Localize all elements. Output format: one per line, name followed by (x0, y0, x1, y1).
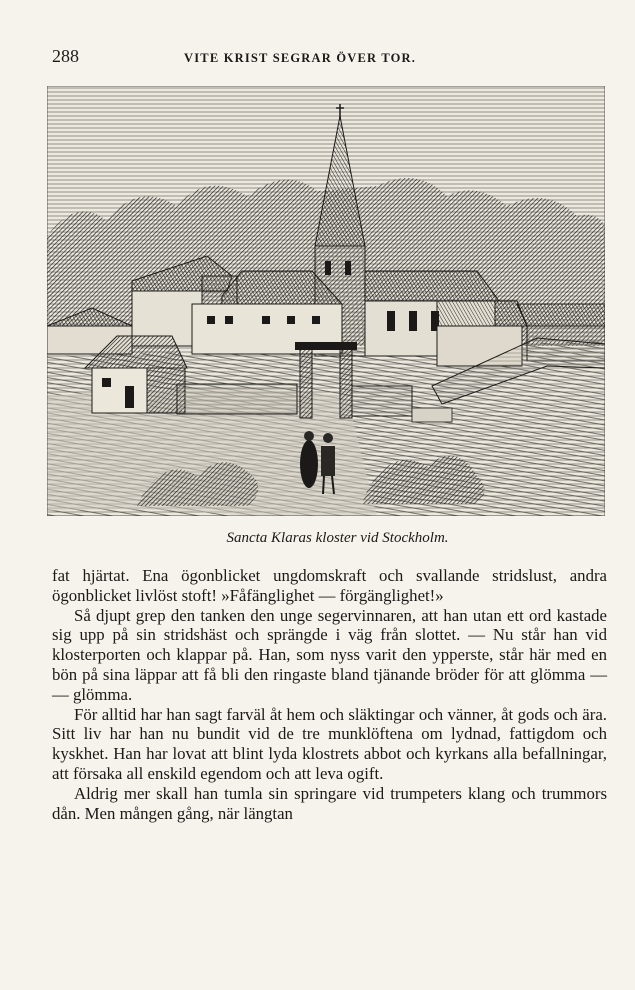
house-window (262, 316, 270, 324)
gate-post-right (340, 348, 352, 418)
page-number: 288 (52, 46, 79, 66)
tower-window (325, 261, 331, 275)
front-wall-right (352, 386, 412, 416)
stone-steps (412, 408, 452, 422)
paragraph: Så djupt grep den tanken den unge segervinnaren, att han utan ett ord kastade sig upp på sin stridshäst och sprängde i väg från slottet. — Nu står han vid klosterporten och klappar på. Han, som nyss varit den ypperste, står här med en bön på sina läppar att få bli den ringaste bland tjänande bröder för att glömma — — glömma. (52, 605, 607, 704)
gate-post-left (300, 348, 312, 418)
front-wall (177, 384, 297, 414)
page-header (52, 46, 612, 66)
running-title: VITE KRIST SEGRAR ÖVER TOR. (184, 51, 417, 65)
engraving-illustration (47, 86, 605, 516)
cottage (92, 368, 147, 413)
nave-window (387, 311, 395, 331)
figure-monk-head (304, 431, 314, 441)
house-window (312, 316, 320, 324)
house-window (287, 316, 295, 324)
house-window (225, 316, 233, 324)
cottage-door (125, 386, 134, 408)
far-right-roof (517, 304, 605, 326)
nave-window (409, 311, 417, 331)
paragraph: fat hjärtat. Ena ögonblicket ungdomskraft och svallande stridslust, andra ögonblicket livlöst stoft! »Fåfänglighet — förgänglighet!» (52, 566, 607, 605)
house-window (207, 316, 215, 324)
body-text (52, 566, 607, 823)
gate-lintel (295, 342, 357, 350)
right-house-roof (437, 301, 527, 326)
church-roof (365, 271, 499, 301)
figure-monk (300, 440, 318, 488)
paragraph: För alltid har han sagt farväl åt hem och släktingar och vänner, åt gods och ära. Sitt liv har han nu bundit vid de tre munklöftena om lydnad, fattigdom och kyskhet. Han har lovat att blint lyda klostrets abbot och kyrkans alla befallningar, att försaka all enskild egendom och att leva ogift. (52, 704, 607, 783)
illustration-caption: Sancta Klaras kloster vid Stockholm. (226, 530, 449, 546)
figure-knight-head (323, 433, 333, 443)
figure-knight (321, 446, 335, 476)
paragraph: Aldrig mer skall han tumla sin springare vid trumpeters klang och trummors dån. Men mången gång, när längtan (52, 783, 607, 823)
monastery-engraving (47, 86, 605, 516)
cottage-window (102, 378, 111, 387)
tower-window (345, 261, 351, 275)
